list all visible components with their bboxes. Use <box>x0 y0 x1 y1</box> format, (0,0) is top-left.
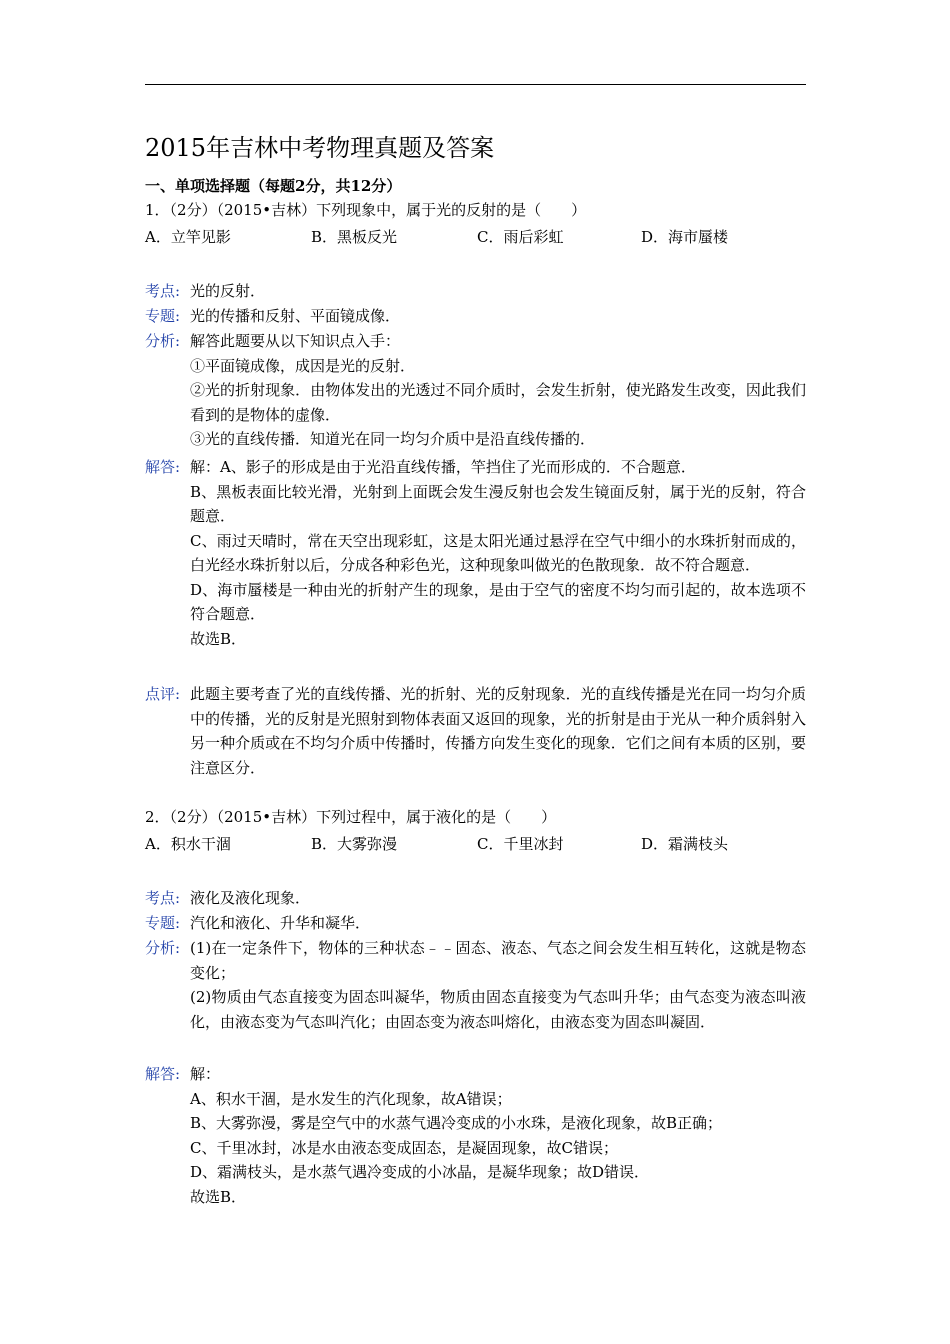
jieda-line: B、黑板表面比较光滑，光射到上面既会发生漫反射也会发生镜面反射，属于光的反射，符合题意． <box>190 482 806 525</box>
jieda-line: D、霜满枝头，是水蒸气遇冷变成的小冰晶，是凝华现象；故D错误． <box>190 1163 650 1181</box>
option-b: B．大雾弥漫 <box>311 835 398 853</box>
jieda-line: 故选B． <box>190 1187 247 1206</box>
q1-fenxi <box>145 329 806 452</box>
q1-dianping <box>145 682 806 780</box>
jieda-line: D、海市蜃楼是一种由光的折射产生的现象，是由于空气的密度不均匀而引起的，故本选项不符合题意． <box>190 580 806 623</box>
q1-jieda <box>145 455 806 651</box>
q2-jieda <box>145 1062 806 1209</box>
fenxi-line: 解答此题要从以下知识点入手： <box>190 332 401 350</box>
fenxi-line: (1)在一定条件下，物体的三种状态﹣﹣固态、液态、气态之间会发生相互转化，这就是物态变化； <box>190 939 806 982</box>
option-a: A．积水干涸 <box>145 835 231 853</box>
option-d: D．霜满枝头 <box>641 835 729 853</box>
jieda-line: C、千里冰封，冰是水由液态变成固态，是凝固现象，故C错误； <box>190 1138 618 1157</box>
option-c: C．千里冰封 <box>477 835 564 853</box>
fenxi-line: ①平面镜成像，成因是光的反射． <box>190 356 416 375</box>
jieda-label: 解答: <box>145 1065 181 1083</box>
q2-zhuanti <box>145 911 806 936</box>
q1-kaodian <box>145 279 806 304</box>
fenxi-line: ③光的直线传播．知道光在同一均匀介质中是沿直线传播的． <box>190 430 596 448</box>
question-2-stem: 2．（2分）（2015•吉林）下列过程中，属于液化的是（ ） <box>145 808 557 826</box>
q2-kaodian <box>145 886 806 911</box>
jieda-line: B、大雾弥漫，雾是空气中的水蒸气遇冷变成的小水珠，是液化现象，故B正确； <box>190 1114 723 1132</box>
zhuanti-text: 汽化和液化、升华和凝华． <box>190 914 371 932</box>
question-1-options <box>145 225 806 250</box>
option-a: A．立竿见影 <box>145 228 231 246</box>
kaodian-text: 光的反射． <box>190 282 266 300</box>
jieda-line: C、雨过天晴时，常在天空出现彩虹，这是太阳光通过悬浮在空气中细小的水珠折射而成的，白光经水珠折射以后，分成各种彩色光，这种现象叫做光的色散现象．故不符合题意． <box>190 531 806 574</box>
fenxi-line: (2)物质由气态直接变为固态叫凝华，物质由固态直接变为气态叫升华；由气态变为液态叫液化，由液态变为气态叫汽化；由固态变为液态叫熔化，由液态变为固态叫凝固． <box>190 988 806 1031</box>
dianping-label: 点评: <box>145 685 181 703</box>
question-1-stem: 1．（2分）（2015•吉林）下列现象中，属于光的反射的是（ ） <box>145 201 587 219</box>
zhuanti-text: 光的传播和反射、平面镜成像． <box>190 307 401 325</box>
q1-zhuanti <box>145 304 806 329</box>
jieda-head: 解： <box>190 1065 221 1083</box>
jieda-line: 故选B． <box>190 629 247 648</box>
option-b: B．黑板反光 <box>311 228 398 246</box>
option-d: D．海市蜃楼 <box>641 228 729 246</box>
dianping-text: 此题主要考查了光的直线传播、光的折射、光的反射现象．光的直线传播是光在同一均匀介质中的传播，光的反射是光照射到物体表面又返回的现象，光的折射是由于光从一种介质斜射入另一种介质或在不均匀介质中传播时，传播方向发生变化的现象．它们之间有本质的区别，要注意区分． <box>190 685 806 777</box>
jieda-line: 解：A、影子的形成是由于光沿直线传播，竿挡住了光而形成的．不合题意． <box>190 458 696 476</box>
kaodian-text: 液化及液化现象． <box>190 889 311 907</box>
fenxi-line: ②光的折射现象．由物体发出的光透过不同介质时，会发生折射，使光路发生改变，因此我们看到的是物体的虚像． <box>190 381 806 424</box>
header-rule <box>145 84 806 85</box>
section-heading: 一、单项选择题（每题2分，共12分） <box>145 177 402 195</box>
page-title: 2015年吉林中考物理真题及答案 <box>145 134 495 162</box>
question-2-options <box>145 832 806 857</box>
zhuanti-label: 专题: <box>145 307 181 325</box>
zhuanti-label: 专题: <box>145 914 181 932</box>
jieda-line: A、积水干涸，是水发生的汽化现象，故A错误； <box>190 1089 512 1108</box>
option-c: C．雨后彩虹 <box>477 228 564 246</box>
fenxi-label: 分析: <box>145 939 181 957</box>
kaodian-label: 考点: <box>145 889 181 907</box>
fenxi-label: 分析: <box>145 332 181 350</box>
q2-fenxi <box>145 936 806 1034</box>
jieda-label: 解答: <box>145 458 181 476</box>
kaodian-label: 考点: <box>145 282 181 300</box>
